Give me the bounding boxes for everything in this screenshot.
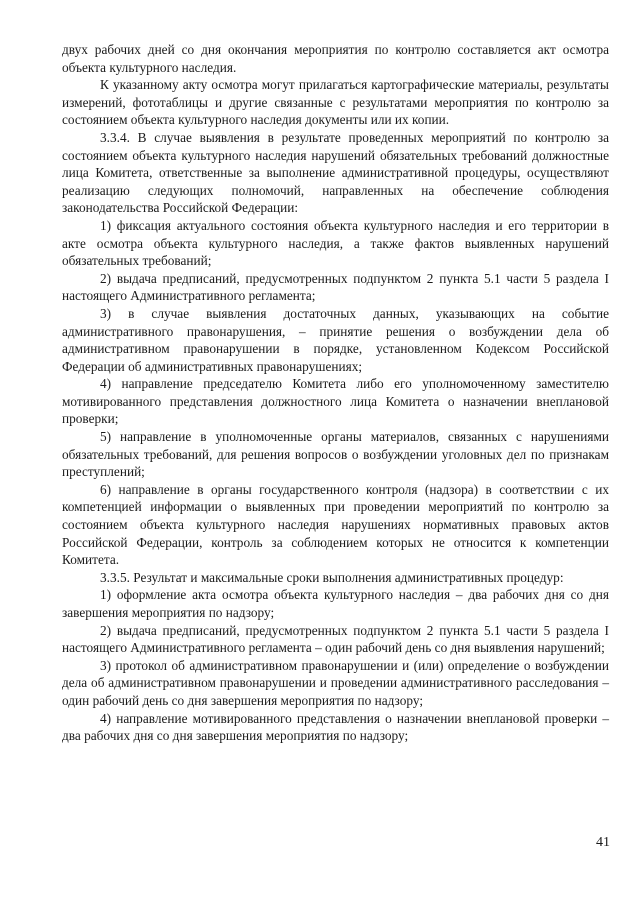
list-item-5: 5) направление в уполномоченные органы материалов, связанных с нарушениями обязательных требований, для решения вопросов о возбуждении уголовных дел по признакам преступлений; [62,429,609,480]
document-body [62,41,609,745]
result-item-2: 2) выдача предписаний, предусмотренных подпунктом 2 пункта 5.1 части 5 раздела I настоящего Административного регламента – один рабочий день со дня выявления нарушений; [62,622,609,656]
page-number: 41 [596,835,610,850]
list-item-1: 1) фиксация актуального состояния объекта культурного наследия и его территории в акте осмотра объекта культурного наследия, а также фактов выявленных нарушений обязательных требований; [62,217,609,269]
list-item-3: 3) в случае выявления достаточных данных, указывающих на событие административного правонарушения, – принятие решения о возбуждении дела об административном правонарушении в порядке, установленном Кодексом Российской Федерации об административных правонарушениях; [62,305,609,374]
list-item-6: 6) направление в органы государственного контроля (надзора) в соответствии с их компетенцией информации о выявленных при проведении мероприятий по контролю за состоянием объекта культурного наследия нарушениях нормативных правовых актов Российской Федерации, контроль за соблюдением которых не относится к компетенции Комитета. [62,481,609,568]
list-item-2: 2) выдача предписаний, предусмотренных подпунктом 2 пункта 5.1 части 5 раздела I настоящего Административного регламента; [62,270,609,304]
paragraph-3-3-5: 3.3.5. Результат и максимальные сроки выполнения административных процедур: [100,569,564,585]
paragraph-3-3-4: 3.3.4. В случае выявления в результате проведенных мероприятий по контролю за состоянием объекта культурного наследия нарушений обязательных требований должностные лица Комитета, ответственные за выполнение административной процедуры, осуществляют реализацию следующих полномочий, направленных на обеспечение соблюдения законодательства Российской Федерации: [62,129,609,216]
list-item-4: 4) направление председателю Комитета либо его уполномоченному заместителю мотивированного представления должностного лица Комитета о назначении внеплановой проверки; [62,376,609,427]
result-item-3: 3) протокол об административном правонарушении и (или) определение о возбуждении дела об административном правонарушении и проведении административного расследования – один рабочий день со дня завершения мероприятия по надзору; [62,657,609,708]
paragraph-act-deadline: двух рабочих дней со дня окончания мероприятия по контролю составляется акт осмотра объекта культурного наследия. [62,42,609,75]
result-item-1: 1) оформление акта осмотра объекта культурного наследия – два рабочих дня со дня завершения мероприятия по надзору; [62,587,609,620]
result-item-4: 4) направление мотивированного представления о назначении внеплановой проверки – два рабочих дня со дня завершения мероприятия по надзору; [62,710,609,744]
paragraph-act-attachments: К указанному акту осмотра могут прилагаться картографические материалы, результаты измерений, фототаблицы и другие связанные с результатами мероприятия по контролю за состоянием объекта культурного наследия документы или их копии. [62,77,609,128]
